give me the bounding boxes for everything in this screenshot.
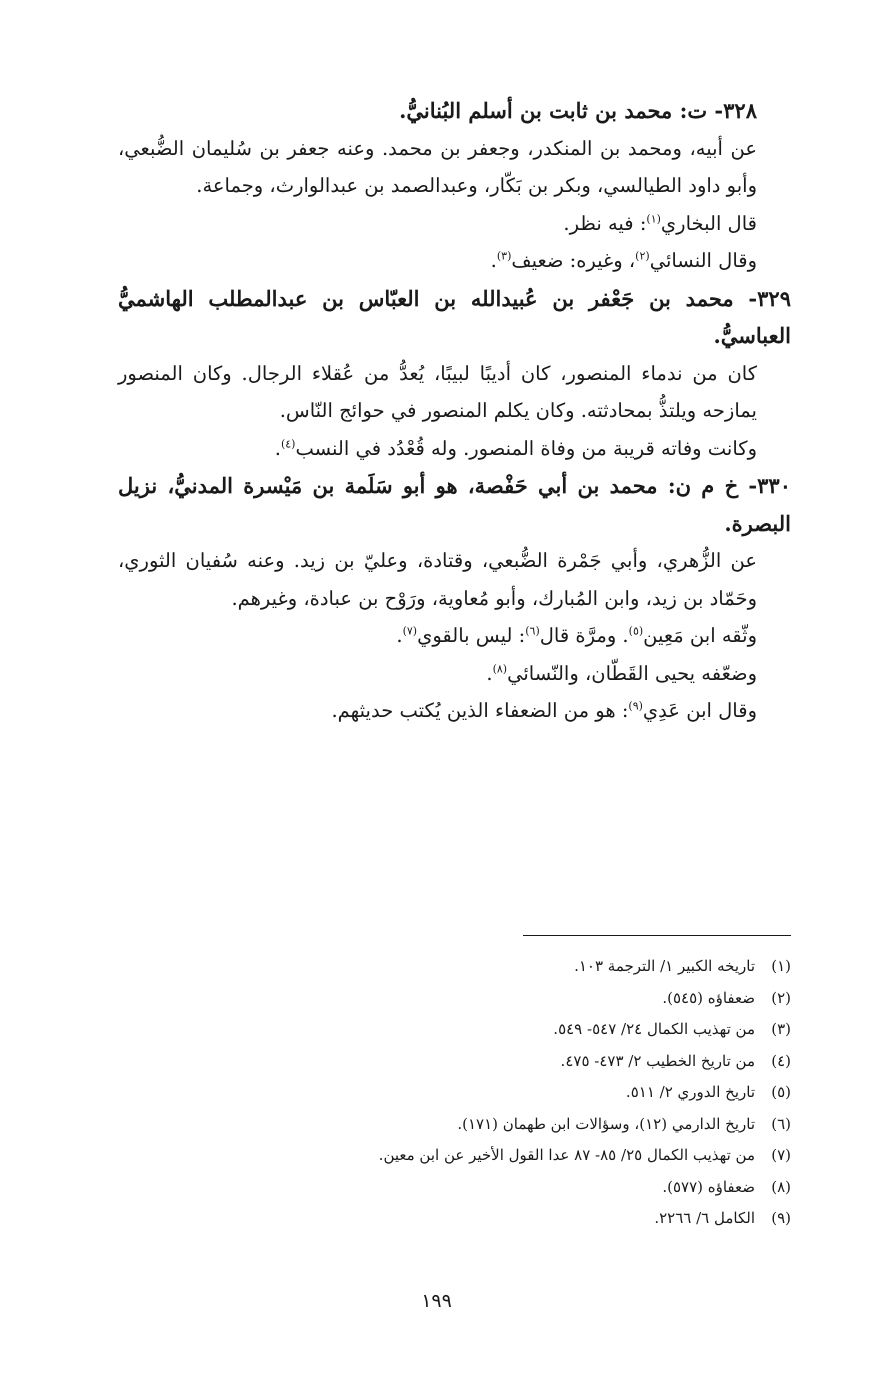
footnote-number: (٥) — [771, 1083, 791, 1101]
entry-328-line-1 — [118, 205, 791, 243]
entry-328-paragraph: عن أبيه، ومحمد بن المنكدر، وجعفر بن محمد. وعنه جعفر بن سُليمان الضُّبعي، وأبو داود الطيالسي، وبكر بن بَكّار، وعبدالصمد بن عبدالوارث، وجماعة. — [118, 136, 757, 197]
footnote-ref: (١) — [646, 212, 661, 225]
text-run: . — [486, 661, 493, 685]
main-text — [118, 92, 791, 730]
text-run: وقال ابن عَدِي — [642, 699, 757, 722]
entry-330-line-3 — [118, 692, 791, 730]
footnote-number: (٣) — [771, 1020, 791, 1038]
footnote-ref: (٧) — [402, 624, 418, 638]
entry-328-line-2 — [118, 242, 791, 280]
footnote-ref: (٣) — [496, 249, 512, 263]
text-run: . — [396, 624, 403, 647]
footnote-5 — [118, 1077, 791, 1109]
footnote-ref: (٥) — [628, 624, 644, 638]
footnote-number: (٧) — [771, 1146, 791, 1164]
footnote-ref: (٢) — [635, 249, 650, 263]
footnote-text: تاريخ الدارمي (١٢)، وسؤالات ابن طهمان (١٧١). — [457, 1114, 755, 1133]
footnote-text: من تهذيب الكمال ٢٥/ ٨٥- ٨٧ عدا القول الأخير عن ابن معين. — [378, 1146, 755, 1164]
footnote-ref: (٦) — [525, 624, 540, 638]
footnote-2 — [118, 983, 791, 1015]
page-number: ١٩٩ — [421, 1290, 452, 1312]
footnote-text: من تاريخ الخطيب ٢/ ٤٧٣- ٤٧٥. — [560, 1051, 755, 1070]
footnote-number: (٨) — [771, 1177, 791, 1196]
entry-330-line-1 — [118, 617, 791, 655]
footnote-number: (١) — [771, 957, 791, 975]
footnote-number: (٩) — [771, 1209, 791, 1227]
text-run: ، وغيره: ضعيف — [511, 249, 636, 272]
text-run: وكانت وفاته قريبة من وفاة المنصور. وله قُعْدُد في النسب — [295, 436, 757, 460]
entry-heading-329: ٣٢٩- محمد بن جَعْفر بن عُبيدالله بن العبّاس بن عبدالمطلب الهاشميُّ العباسيُّ. — [118, 285, 791, 348]
footnote-text: الكامل ٦/ ٢٢٦٦. — [654, 1209, 755, 1227]
footnote-number: (٤) — [771, 1051, 791, 1070]
text-run: : فيه نظر. — [563, 211, 647, 235]
footnote-ref: (٩) — [628, 699, 643, 713]
footnote-4 — [118, 1046, 791, 1078]
footnote-text: تاريخ الدوري ٢/ ٥١١. — [625, 1083, 755, 1101]
footnote-7 — [118, 1140, 791, 1172]
footnote-text: تاريخه الكبير ١/ الترجمة ١٠٣. — [574, 957, 755, 975]
entry-heading-330: ٣٣٠- خ م ن: محمد بن أبي حَفْصة، هو أبو سَلَمة بن مَيْسرة المدنيُّ، نزيل البصرة. — [118, 473, 791, 536]
entry-329-paragraph: كان من ندماء المنصور، كان أديبًا لبيبًا، يُعدُّ من عُقلاء الرجال. وكان المنصور يمازحه ويلتذُّ بمحادثته. وكان يكلم المنصور في حوائج النّاس. — [118, 361, 757, 422]
text-run: : هو من الضعفاء الذين يُكتب حديثهم. — [331, 699, 629, 722]
footnote-number: (٦) — [771, 1114, 791, 1133]
footnote-text: ضعفاؤه (٥٧٧). — [662, 1177, 755, 1196]
entry-330-line-2 — [118, 655, 791, 693]
footnote-6 — [118, 1109, 791, 1141]
footnote-1 — [118, 951, 791, 983]
text-run: . — [274, 436, 281, 460]
text-run: : ليس بالقوي — [417, 624, 526, 647]
footnote-divider — [523, 935, 791, 936]
footnote-8 — [118, 1172, 791, 1204]
entry-heading-328: ٣٢٨- ت: محمد بن ثابت بن أسلم البُنانيُّ. — [399, 98, 757, 123]
footnote-number: (٢) — [771, 988, 791, 1007]
footnote-9 — [118, 1203, 791, 1235]
text-run: وثّقه ابن مَعِين — [643, 624, 757, 647]
footnote-ref: (٤) — [280, 437, 296, 450]
entry-330-paragraph: عن الزُّهري، وأبي جَمْرة الضُّبعي، وقتادة، وعليّ بن زيد. وعنه سُفيان الثوري، وحَمّاد بن زيد، وابن المُبارك، وأبو مُعاوية، ورَوْح بن عبادة، وغيرهم. — [118, 549, 757, 610]
text-run: وقال النسائي — [649, 249, 757, 272]
footnote-text: ضعفاؤه (٥٤٥). — [662, 988, 755, 1007]
footnote-ref: (٨) — [492, 662, 508, 675]
text-run: قال البخاري — [660, 211, 757, 235]
footnotes — [118, 951, 791, 1235]
footnote-text: من تهذيب الكمال ٢٤/ ٥٤٧- ٥٤٩. — [553, 1020, 755, 1038]
text-run: . ومرَّة قال — [539, 624, 629, 647]
text-run: . — [490, 249, 497, 272]
entry-329-line-1 — [118, 430, 791, 468]
footnote-3 — [118, 1014, 791, 1046]
text-run: وضعّفه يحيى القَطّان، والنّسائي — [507, 661, 757, 685]
